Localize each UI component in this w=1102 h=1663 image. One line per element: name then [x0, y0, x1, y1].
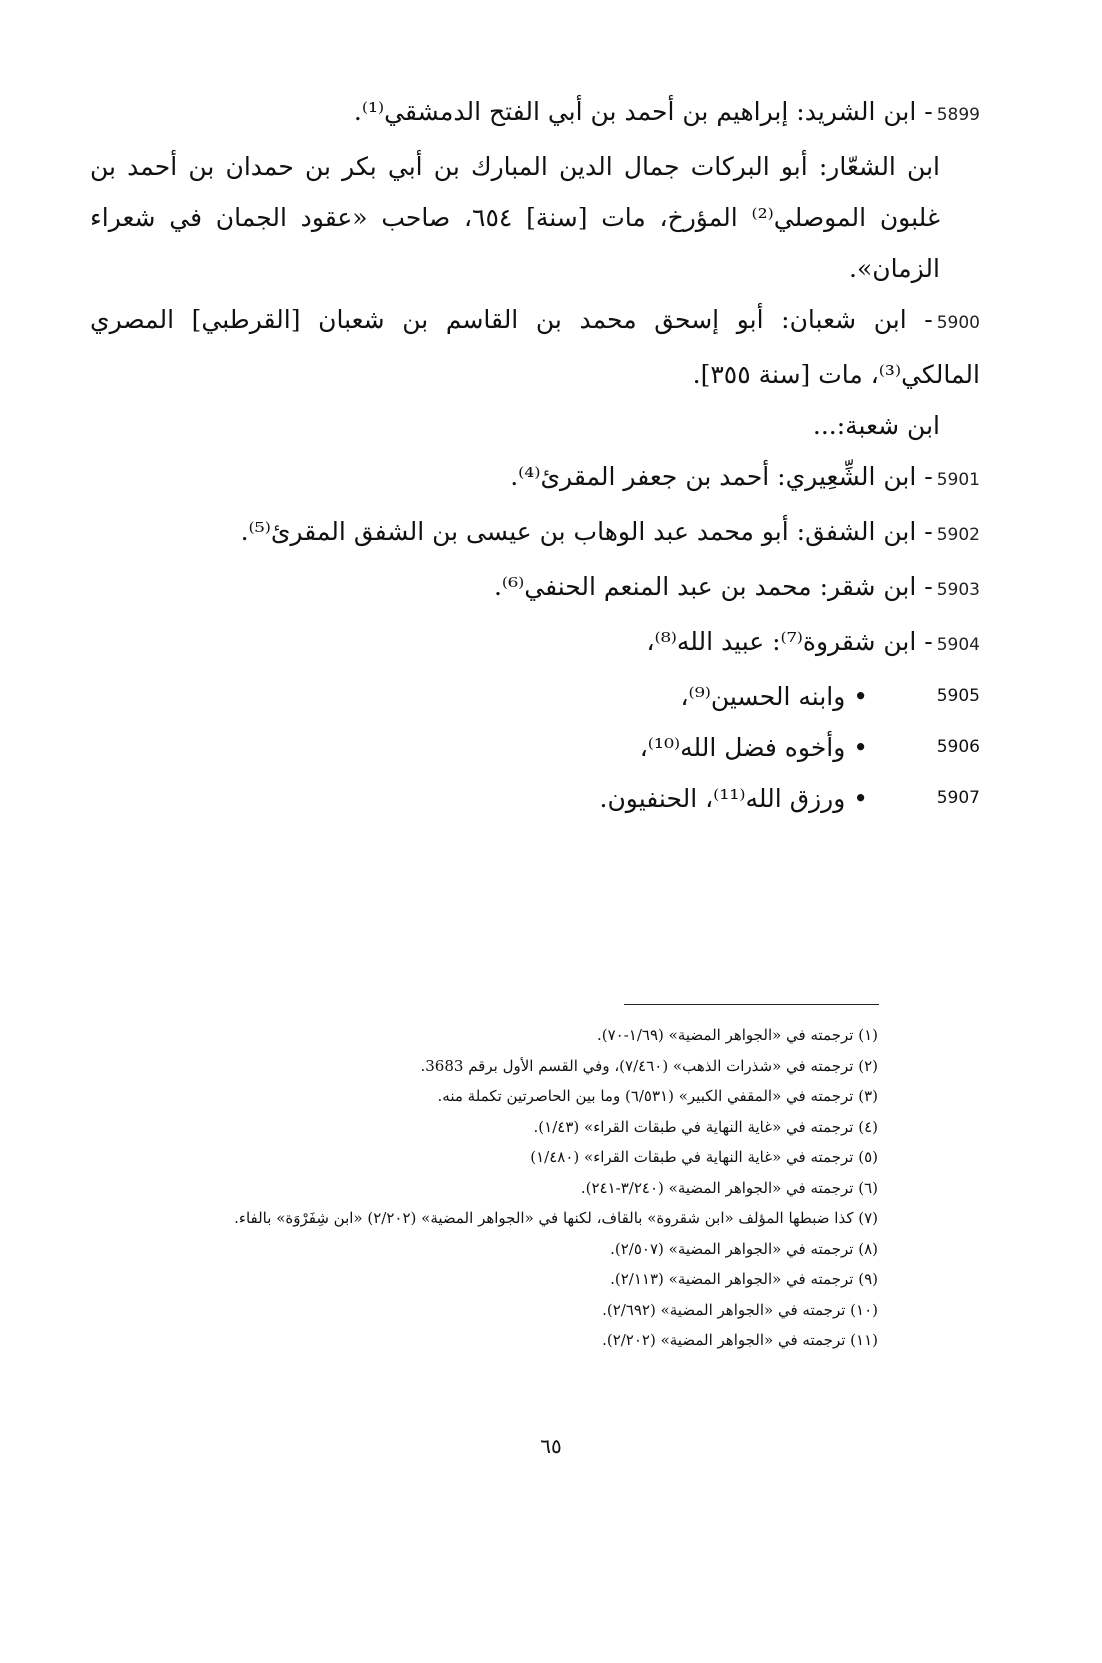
entry-text: • وأخوه فضل الله⁽¹⁰⁾، — [639, 733, 868, 762]
entry-number: 5899 — [936, 105, 980, 125]
entry-number: 5904 — [936, 635, 980, 655]
entry-number: 5905 — [936, 686, 980, 706]
entry-number: 5901 — [936, 470, 980, 490]
entry-text: • وابنه الحسين⁽⁹⁾، — [680, 682, 868, 711]
entry-number: 5907 — [936, 788, 980, 808]
footnote-4: (٤) ترجمته في «غاية النهاية في طبقات القراء» (١/٤٣). — [533, 1117, 878, 1136]
subentry-5906 — [90, 722, 980, 773]
entry-ibn-shuba — [90, 400, 980, 451]
page-number: ٦٥ — [540, 1434, 562, 1458]
footnote-divider — [624, 1004, 879, 1005]
entry-5903: 5903- ابن شقر: محمد بن عبد المنعم الحنفي⁽⁶⁾. — [493, 572, 980, 601]
entry-5902: 5902- ابن الشفق: أبو محمد عبد الوهاب بن عيسى بن الشفق المقرئ⁽⁵⁾. — [240, 517, 980, 546]
entry-number: 5902 — [936, 525, 980, 545]
entry-5899: 5899- ابن الشريد: إبراهيم بن أحمد بن أبي الفتح الدمشقي⁽¹⁾. — [353, 97, 980, 126]
entry-text: ابن الشفق: أبو محمد عبد الوهاب بن عيسى بن الشفق المقرئ⁽⁵⁾. — [240, 517, 917, 546]
footnote-8: (٨) ترجمته في «الجواهر المضية» (٢/٥٠٧). — [610, 1239, 878, 1258]
footnotes — [120, 1020, 878, 1356]
footnote-2: (٢) ترجمته في «شذرات الذهب» (٧/٤٦٠)، وفي القسم الأول برقم 3683. — [420, 1056, 878, 1075]
entry-number: 5900 — [936, 313, 980, 333]
footnote-6: (٦) ترجمته في «الجواهر المضية» (٣/٢٤٠-٢٤١). — [580, 1178, 878, 1197]
footnote-9: (٩) ترجمته في «الجواهر المضية» (٢/١١٣). — [610, 1270, 878, 1288]
entry-text: ابن شقروة⁽⁷⁾: عبيد الله⁽⁸⁾، — [646, 627, 917, 656]
entry-text: ابن الشِّعِيري: أحمد بن جعفر المقرئ⁽⁴⁾. — [510, 462, 917, 491]
footnote-3: (٣) ترجمته في «المقفي الكبير» (٦/٥٣١) وما بين الحاصرتين تكملة منه. — [437, 1087, 878, 1105]
subentry-5905 — [90, 671, 980, 722]
entry-text: ابن الشعّار: أبو البركات جمال الدين المبارك بن أبي بكر بن حمدان بن أحمد بن غلبون الموصلي⁽²⁾ المؤرخ، مات [سنة] ٦٥٤، صاحب «عقود الجمان في شعراء الزمان». — [90, 152, 940, 283]
entries-list — [90, 86, 980, 824]
entry-text: ابن شقر: محمد بن عبد المنعم الحنفي⁽⁶⁾. — [493, 572, 917, 601]
subentry-5907 — [90, 773, 980, 824]
footnote-10: (١٠) ترجمته في «الجواهر المضية» (٢/٦٩٢). — [602, 1300, 878, 1319]
footnote-1: (١) ترجمته في «الجواهر المضية» (١/٦٩-٧٠). — [596, 1026, 878, 1044]
entry-number: 5903 — [936, 580, 980, 600]
entry-5904: 5904- ابن شقروة⁽⁷⁾: عبيد الله⁽⁸⁾، — [646, 627, 980, 656]
entry-number: 5906 — [936, 737, 980, 757]
entry-ibn-al-shaar — [90, 141, 980, 294]
entry-text: ابن شعبان: أبو إسحق محمد بن القاسم بن شعبان [القرطبي] المصري المالكي⁽³⁾، مات [سنة ٣٥٥]. — [90, 305, 980, 389]
entry-text: • ورزق الله⁽¹¹⁾، الحنفيون. — [599, 784, 868, 813]
entry-text: ابن شعبة:... — [812, 411, 940, 440]
footnote-11: (١١) ترجمته في «الجواهر المضية» (٢/٢٠٢). — [602, 1331, 878, 1349]
footnote-7: (٧) كذا ضبطها المؤلف «ابن شقروة» بالقاف، لكنها في «الجواهر المضية» (٢/٢٠٢) «ابن شِفَرْوَة» بالفاء. — [234, 1209, 878, 1227]
footnote-5: (٥) ترجمته في «غاية النهاية في طبقات القراء» (١/٤٨٠) — [530, 1148, 878, 1166]
entry-5900: 5900- ابن شعبان: أبو إسحق محمد بن القاسم بن شعبان [القرطبي] المصري المالكي⁽³⁾، مات [سنة ٣٥٥]. — [90, 305, 980, 389]
entry-text: ابن الشريد: إبراهيم بن أحمد بن أبي الفتح الدمشقي⁽¹⁾. — [353, 97, 917, 126]
entry-5901: 5901- ابن الشِّعِيري: أحمد بن جعفر المقرئ⁽⁴⁾. — [510, 462, 980, 491]
